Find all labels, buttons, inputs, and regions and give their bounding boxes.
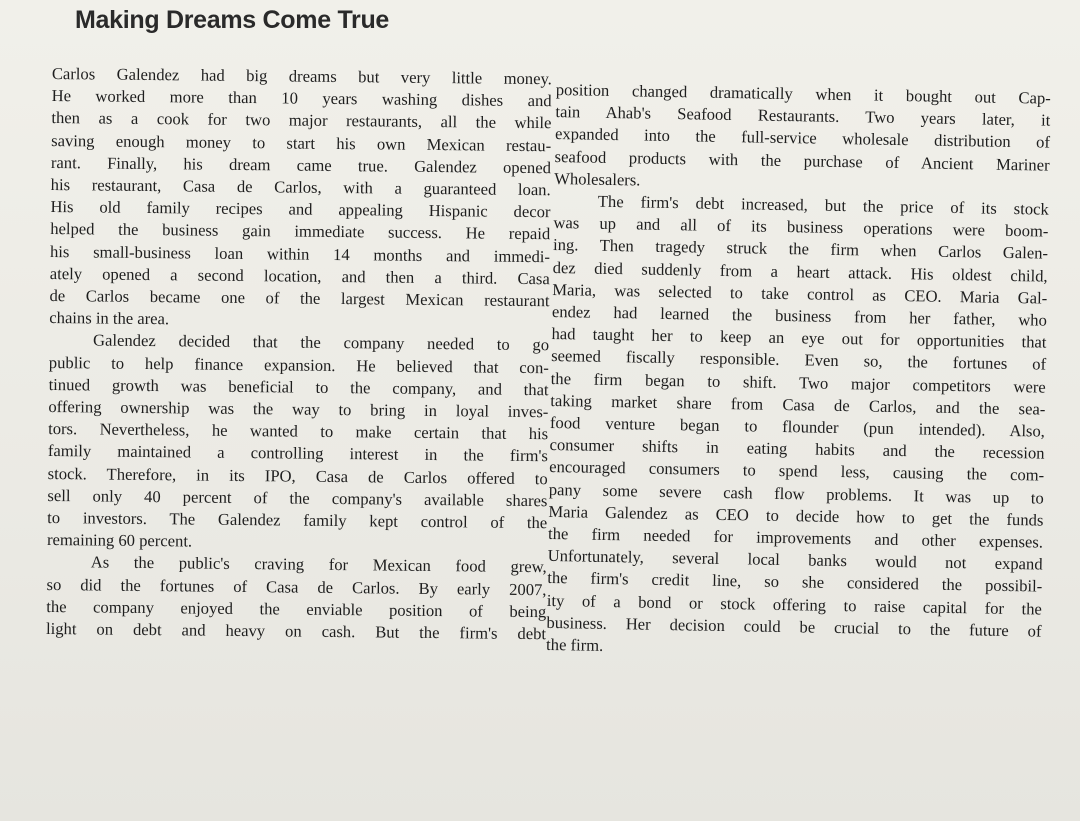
text-line: endez had learned the business from her father, who bbox=[551, 301, 1048, 330]
text-line: position changed dramatically when it bought out Cap- bbox=[555, 79, 1051, 108]
text-line: offering ownership was the way to bring in loyal inves- bbox=[48, 397, 549, 422]
text-column-right bbox=[546, 79, 1051, 665]
text-line: tors. Nevertheless, he wanted to make certain that his bbox=[48, 419, 549, 444]
text-line: remaining 60 percent. bbox=[46, 530, 193, 551]
text-line: As the public's craving for Mexican food grew, bbox=[90, 552, 547, 577]
text-line: his restaurant, Casa de Carlos, with a guaranteed loan. bbox=[50, 175, 551, 200]
text-line: Carlos Galendez had big dreams but very little money. bbox=[51, 63, 552, 89]
text-line: stock. Therefore, in its IPO, Casa de Carlos offered to bbox=[47, 463, 548, 488]
text-line: rant. Finally, his dream came true. Galendez opened bbox=[50, 152, 552, 178]
text-line: then as a cook for two major restaurants, all the while bbox=[51, 108, 552, 133]
text-line: light on debt and heavy on cash. But the firm's debt bbox=[45, 619, 547, 644]
text-line: Galendez decided that the company needed to go bbox=[92, 330, 550, 355]
text-line: the firm began to shift. Two major competitors were bbox=[550, 368, 1046, 397]
text-line: food venture began to flounder (pun intended). Also, bbox=[549, 412, 1046, 441]
text-line: helped the business gain immediate success. He repaid bbox=[50, 219, 551, 244]
text-line: Maria, was selected to take control as CEO. Maria Gal- bbox=[552, 279, 1048, 308]
page-title: Making Dreams Come True bbox=[75, 6, 390, 34]
text-line: family maintained a controlling interest in the firm's bbox=[47, 441, 549, 466]
text-line: the firm needed for improvements and other expenses. bbox=[547, 523, 1044, 552]
text-line: public to help finance expansion. He believed that con- bbox=[48, 352, 549, 377]
text-line: de Carlos became one of the largest Mexican restaurant bbox=[49, 286, 550, 311]
text-line: sell only 40 percent of the company's available shares bbox=[47, 485, 548, 511]
text-line: ity of a bond or stock offering to raise capital for the bbox=[546, 590, 1042, 619]
text-line: consumer shifts in eating habits and the recession bbox=[549, 435, 1045, 463]
text-line: business. Her decision could be crucial to the future of bbox=[546, 612, 1042, 641]
text-line: tain Ahab's Seafood Restaurants. Two years later, it bbox=[555, 102, 1051, 130]
text-line: taking market share from Casa de Carlos, and the sea- bbox=[550, 390, 1046, 419]
text-line: pany some severe cash flow problems. It was up to bbox=[548, 479, 1044, 508]
text-line: encouraged consumers to spend less, causing the com- bbox=[549, 457, 1045, 486]
text-line: He worked more than 10 years washing dishes and bbox=[51, 86, 552, 111]
text-line: the firm's credit line, so she considered the possibil- bbox=[547, 568, 1043, 597]
text-line: Maria Galendez as CEO to decide how to get the funds bbox=[548, 501, 1044, 530]
text-line: seafood products with the purchase of Ancient Mariner bbox=[554, 146, 1050, 175]
text-line: chains in the area. bbox=[49, 308, 170, 329]
text-line: had taught her to keep an eye out for opportunities that bbox=[551, 324, 1047, 352]
text-line: His old family recipes and appealing Hispanic decor bbox=[50, 197, 551, 222]
text-line: ing. Then tragedy struck the firm when Carlos Galen- bbox=[552, 235, 1049, 264]
text-line: Wholesalers. bbox=[554, 168, 641, 190]
text-line: seemed fiscally responsible. Even so, the fortunes of bbox=[551, 346, 1047, 375]
text-line: to investors. The Galendez family kept control of the bbox=[47, 508, 548, 533]
text-line: dez died suddenly from a heart attack. His oldest child, bbox=[552, 257, 1048, 286]
text-line: tinued growth was beneficial to the company, and that bbox=[48, 374, 549, 400]
text-line: Unfortunately, several local banks would not expand bbox=[547, 546, 1043, 574]
text-line: saving enough money to start his own Mexican restau- bbox=[51, 130, 552, 155]
text-column-left bbox=[46, 63, 552, 645]
text-line: ately opened a second location, and then a third. Casa bbox=[49, 263, 550, 289]
text-line: the firm. bbox=[545, 634, 604, 655]
text-line: his small-business loan within 14 months and immedi- bbox=[49, 241, 551, 266]
text-line: the company enjoyed the enviable position of being bbox=[46, 596, 547, 622]
text-line: The firm's debt increased, but the price of its stock bbox=[597, 191, 1049, 219]
text-line: was up and all of its business operations were boom- bbox=[553, 213, 1049, 241]
text-line: expanded into the full-service wholesale distribution of bbox=[554, 124, 1051, 153]
text-line: so did the fortunes of Casa de Carlos. By early 2007, bbox=[46, 574, 547, 599]
